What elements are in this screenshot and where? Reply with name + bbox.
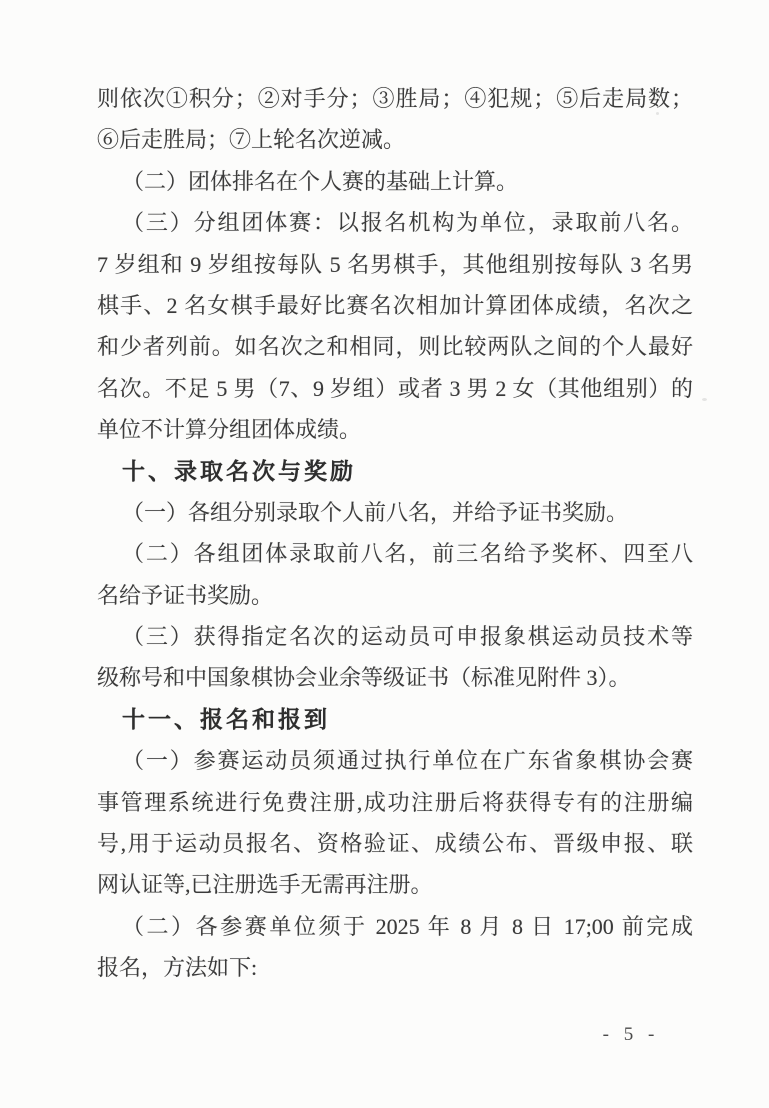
document-line: 网认证等,已注册选手无需再注册。 [97,872,433,898]
document-line: （一）各组分别录取个人前八名，并给予证书奖励。 [122,499,629,525]
document-line: （一）参赛运动员须通过执行单位在广东省象棋协会赛 [122,748,693,774]
document-line: （二）团体排名在个人赛的基础上计算。 [122,168,519,194]
document-line: 报名，方法如下: [97,955,258,981]
scan-speck [656,112,659,115]
document-line: （三）分组团体赛：以报名机构为单位，录取前八名。 [122,210,693,236]
scan-speck [702,398,707,401]
document-body [97,78,693,989]
page-number: - 5 - [602,1024,660,1045]
document-line: 7 岁组和 9 岁组按每队 5 名男棋手，其他组别按每队 3 名男 [97,251,693,277]
document-line: 事管理系统进行免费注册,成功注册后将获得专有的注册编 [97,789,693,815]
document-line: ⑥后走胜局；⑦上轮名次逆减。 [97,127,406,153]
document-line: （三）获得指定名次的运动员可申报象棋运动员技术等 [122,624,693,650]
document-line: 和少者列前。如名次之和相同，则比较两队之间的个人最好 [97,334,693,360]
section-heading: 十一、报名和报到 [122,705,330,732]
document-line: 名给予证书奖励。 [97,582,274,608]
document-line: （二）各组团体录取前八名，前三名给予奖杯、四至八 [122,541,693,567]
document-line: 棋手、2 名女棋手最好比赛名次相加计算团体成绩，名次之 [97,292,693,318]
document-line: 单位不计算分组团体成绩。 [97,417,362,443]
document-line: 则依次①积分；②对手分；③胜局；④犯规；⑤后走局数； [97,86,693,111]
document-line: （二）各参赛单位须于 2025 年 8 月 8 日 17;00 前完成 [122,913,693,939]
document-line: 号,用于运动员报名、资格验证、成绩公布、晋级申报、联 [97,831,693,857]
document-line: 级称号和中国象棋协会业余等级证书（标准见附件 3）。 [97,665,631,691]
section-heading: 十、录取名次与奖励 [122,457,356,484]
document-line: 名次。不足 5 男（7、9 岁组）或者 3 男 2 女（其他组别）的 [97,375,693,401]
